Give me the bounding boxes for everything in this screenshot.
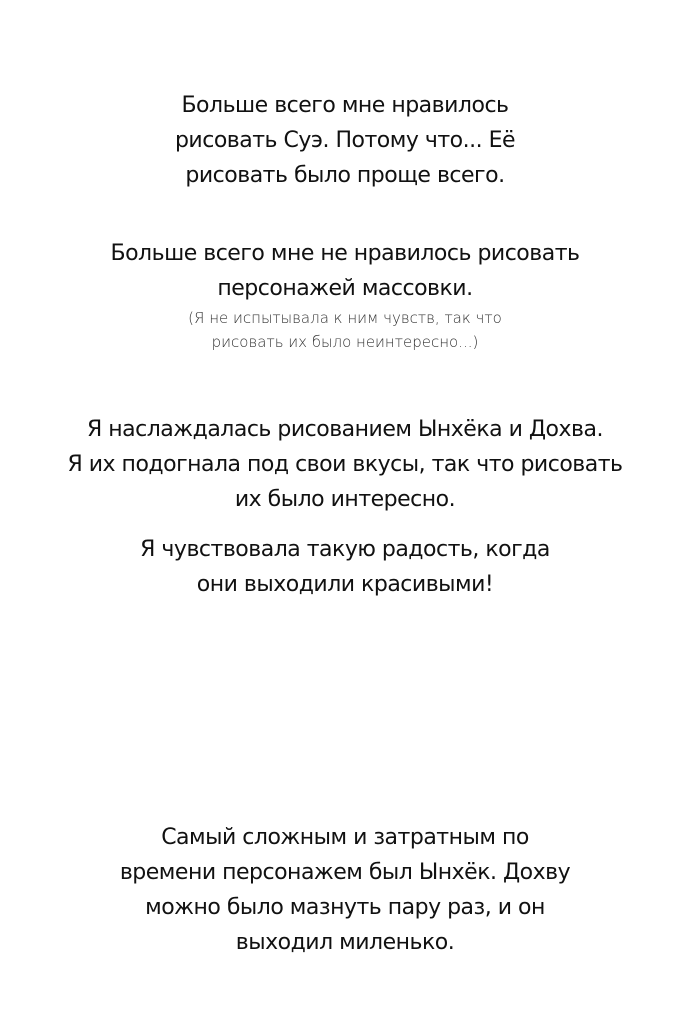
text-line: Больше всего мне не нравилось рисовать xyxy=(110,241,580,266)
text-line: времени персонажем был Ынхёк. Дохву xyxy=(119,860,571,885)
text-line: Самый сложным и затратным по xyxy=(161,825,529,850)
text-line: можно было мазнуть пару раз, и он xyxy=(145,895,545,920)
note-line: рисовать их было неинтересно...) xyxy=(211,333,479,351)
text-line: рисовать было проще всего. xyxy=(185,163,505,188)
text-block-1 xyxy=(0,88,690,193)
text-block-3 xyxy=(0,412,690,517)
text-line: они выходили красивыми! xyxy=(196,572,494,597)
text-block-4 xyxy=(0,532,690,602)
text-line: Я чувствовала такую радость, когда xyxy=(140,537,550,562)
text-line: их было интересно. xyxy=(234,487,456,512)
text-block-5 xyxy=(0,820,690,960)
note-line: (Я не испытывала к ним чувств, так что xyxy=(188,309,502,327)
text-line: персонажей массовки. xyxy=(217,276,473,301)
text-line: Я их подогнала под свои вкусы, так что рисовать xyxy=(67,452,623,477)
text-line: Я наслаждалась рисованием Ынхёка и Дохва. xyxy=(87,417,603,442)
text-line: рисовать Суэ. Потому что... Её xyxy=(174,128,516,153)
text-line: Больше всего мне нравилось xyxy=(181,93,509,118)
text-line: выходил миленько. xyxy=(235,930,455,955)
text-block-2 xyxy=(0,236,690,354)
